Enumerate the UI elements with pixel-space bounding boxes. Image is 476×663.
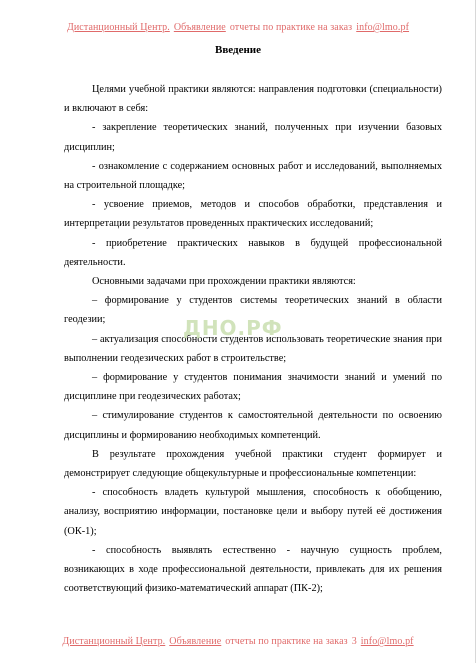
page-header — [0, 22, 476, 33]
watermark-logo: ДНО.РФ — [183, 316, 283, 340]
header-text-ad: Объявление — [173, 22, 226, 33]
footer-text-ad: Объявление — [169, 636, 222, 647]
header-text-center: Дистанционный Центр. — [66, 22, 170, 33]
paragraph: – актуализация способности студентов использовать теоретические знания при выполнении геодезических работ в строительстве; — [64, 333, 442, 364]
footer-email-link[interactable]: info@lmo.pf — [360, 636, 414, 647]
page-title: Введение — [214, 44, 262, 56]
header-email-link[interactable]: info@lmo.pf — [356, 22, 410, 33]
document-body — [64, 80, 442, 598]
page-number: 3 — [351, 636, 357, 647]
paragraph: - ознакомление с содержанием основных работ и исследований, выполняемых на строительной площадке; — [64, 160, 442, 192]
paragraph: Основными задачами при прохождении практики являются: — [92, 276, 356, 288]
footer-text-center: Дистанционный Центр. — [62, 636, 166, 647]
header-text-offer: отчеты по практике на заказ — [229, 22, 353, 33]
paragraph: - способность владеть культурой мышления, способность к обобщению, анализу, восприятию информации, постановке цели и выбору путей её достижения (ОК-1); — [64, 487, 442, 537]
paragraph: В результате прохождения учебной практики студент формирует и демонстрирует следующие общекультурные и профессиональные компетенции: — [64, 448, 442, 480]
footer-text-offer: отчеты по практике на заказ — [225, 636, 348, 647]
paragraph: Целями учебной практики являются: направления подготовки (специальности) и включают в себя: — [64, 84, 442, 115]
paragraph: - приобретение практических навыков в будущей профессиональной деятельности. — [64, 237, 442, 268]
paragraph: - способность выявлять естественно - научную сущность проблем, возникающих в ходе профессиональной деятельности, привлекать для их решения соответствующий физико-математический аппарат (ПК-2); — [64, 544, 442, 595]
paragraph: - закрепление теоретических знаний, полученных при изучении базовых дисциплин; — [64, 122, 442, 153]
paragraph: – формирование у студентов системы теоретических знаний в области геодезии; — [64, 295, 442, 326]
paragraph: – формирование у студентов понимания значимости знаний и умений по дисциплине при геодезических работах; — [64, 372, 442, 403]
paragraph: – стимулирование студентов к самостоятельной деятельности по освоению дисциплины и формированию необходимых компетенций. — [64, 410, 442, 441]
paragraph: - усвоение приемов, методов и способов обработки, представления и интерпретации результатов проведенных практических исследований; — [64, 199, 442, 230]
page-footer — [0, 636, 476, 647]
